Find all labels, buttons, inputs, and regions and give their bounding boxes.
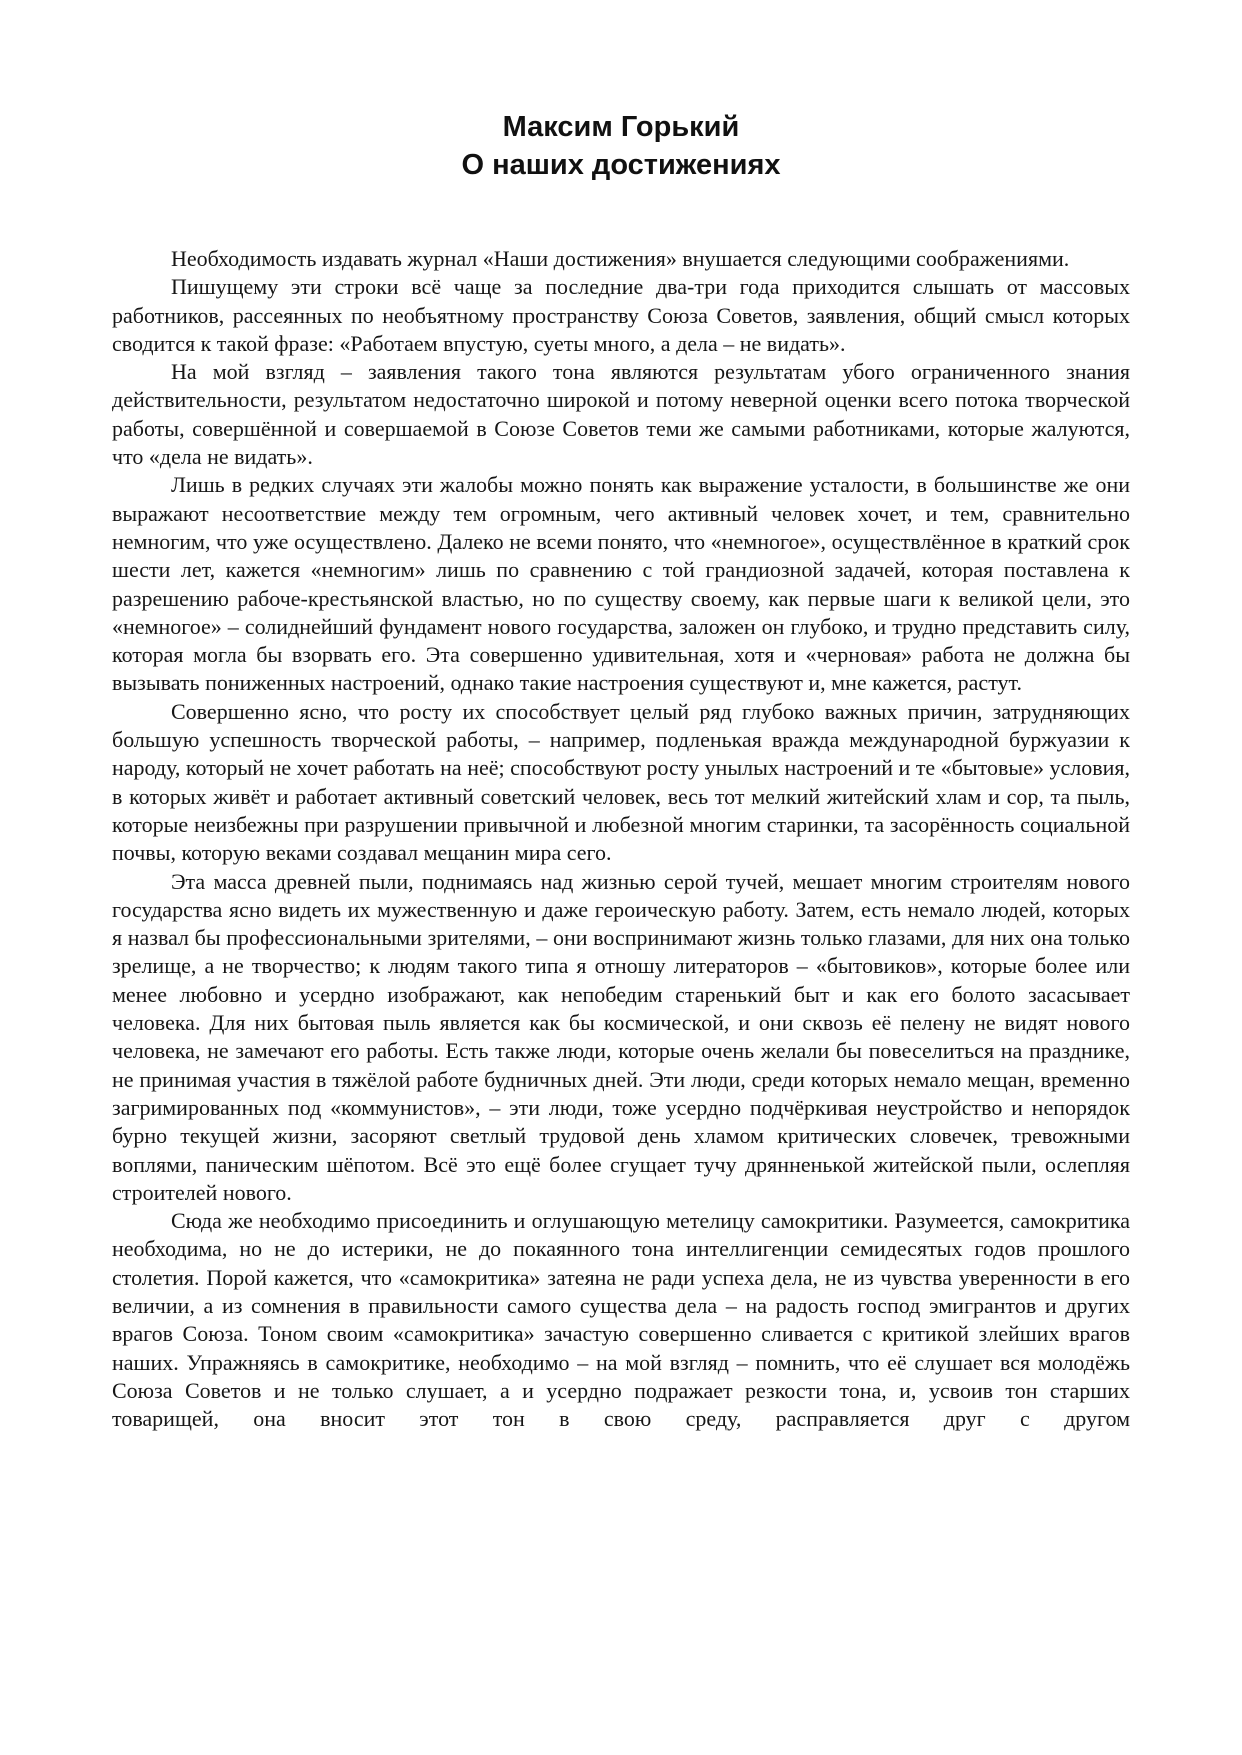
paragraph-5: Совершенно ясно, что росту их способствует целый ряд глубоко важных причин, затрудняющих большую успешность творческой работы, – например, подленькая вражда международной буржуазии к народу, который не хочет работать на неё; способствуют росту унылых настроений и те «бытовые» условия, в которых живёт и работает активный советский человек, весь тот мелкий житейский хлам и сор, та пыль, которые неизбежны при разрушении привычной и любезной многим старинки, та засорённость социальной почвы, которую веками создавал мещанин мира сего. bbox=[112, 698, 1130, 866]
paragraph-3: На мой взгляд – заявления такого тона являются результатам убого ограниченного знания действительности, результатом недостаточно широкой и потому неверной оценки всего потока творческой работы, совершённой и совершаемой в Союзе Советов теми же самыми работниками, которые жалуются, что «дела не видать». bbox=[112, 359, 1130, 470]
paragraph-4: Лишь в редких случаях эти жалобы можно понять как выражение усталости, в большинстве же они выражают несоответствие между тем огромным, чего активный человек хочет, и тем, сравнительно немногим, что уже осуществлено. Далеко не всеми понято, что «немногое», осуществлённое в краткий срок шести лет, кажется «немногим» лишь по сравнению с той грандиозной задачей, которая поставлена к разрешению рабоче-крестьянской властью, но по существу своему, как первые шаги к великой цели, это «немногое» – солиднейший фундамент нового государства, заложен он глубоко, и трудно представить силу, которая могла бы взорвать его. Эта совершенно удивительная, хотя и «черновая» работа не должна бы вызывать пониженных настроений, однако такие настроения существуют и, мне кажется, растут. bbox=[112, 472, 1130, 696]
paragraph-6: Эта масса древней пыли, поднимаясь над жизнью серой тучей, мешает многим строителям нового государства ясно видеть их мужественную и даже героическую работу. Затем, есть немало людей, которых я назвал бы профессиональными зрителями, – они воспринимают жизнь только глазами, для них она только зрелище, а не творчество; к людям такого типа я отношу литераторов – «бытовиков», которые более или менее любовно и усердно изображают, как непобедим старенький быт и как его болото засасывает человека. Для них бытовая пыль является как бы космической, и они сквозь её пелену не видят нового человека, не замечают его работы. Есть также люди, которые очень желали бы повеселиться на празднике, не принимая участия в тяжёлой работе будничных дней. Эти люди, среди которых немало мещан, временно загримированных под «коммунистов», – эти люди, тоже усердно подчёркивая неустройство и непорядок бурно текущей жизни, засоряют светлый трудовой день хламом критических словечек, тревожными воплями, паническим шёпотом. Всё это ещё более сгущает тучу дрянненькой житейской пыли, ослепляя строителей нового. bbox=[112, 868, 1130, 1205]
paragraph-7: Сюда же необходимо присоединить и оглушающую метелицу самокритики. Разумеется, самокритика необходима, но не до истерики, не до покаянного тона интеллигенции семидесятых годов прошлого столетия. Порой кажется, что «самокритика» затеяна не ради успеха дела, не из чувства уверенности в его величии, а из сомнения в правильности самого существа дела – на радость господ эмигрантов и других врагов Союза. Тоном своим «самокритика» зачастую совершенно сливается с критикой злейших врагов наших. Упражняясь в самокритике, необходимо – на мой взгляд – помнить, что её слушает вся молодёжь Союза Советов и не только слушает, а и усердно подражает резкости тона, и, усвоив тон старших товарищей, она вносит этот тон в свою среду, расправляется друг с другом bbox=[112, 1208, 1130, 1432]
document-body bbox=[112, 245, 1130, 1433]
document-header bbox=[0, 108, 1242, 184]
document-title: О наших достижениях bbox=[461, 149, 781, 181]
author-name: Максим Горький bbox=[502, 111, 740, 143]
paragraph-1: Необходимость издавать журнал «Наши достижения» внушается следующими соображениями. bbox=[171, 246, 1070, 271]
paragraph-2: Пишущему эти строки всё чаще за последние два-три года приходится слышать от массовых работников, рассеянных по необъятному пространству Союза Советов, заявления, общий смысл которых сводится к такой фразе: «Работаем впустую, суеты много, а дела – не видать». bbox=[112, 274, 1130, 356]
